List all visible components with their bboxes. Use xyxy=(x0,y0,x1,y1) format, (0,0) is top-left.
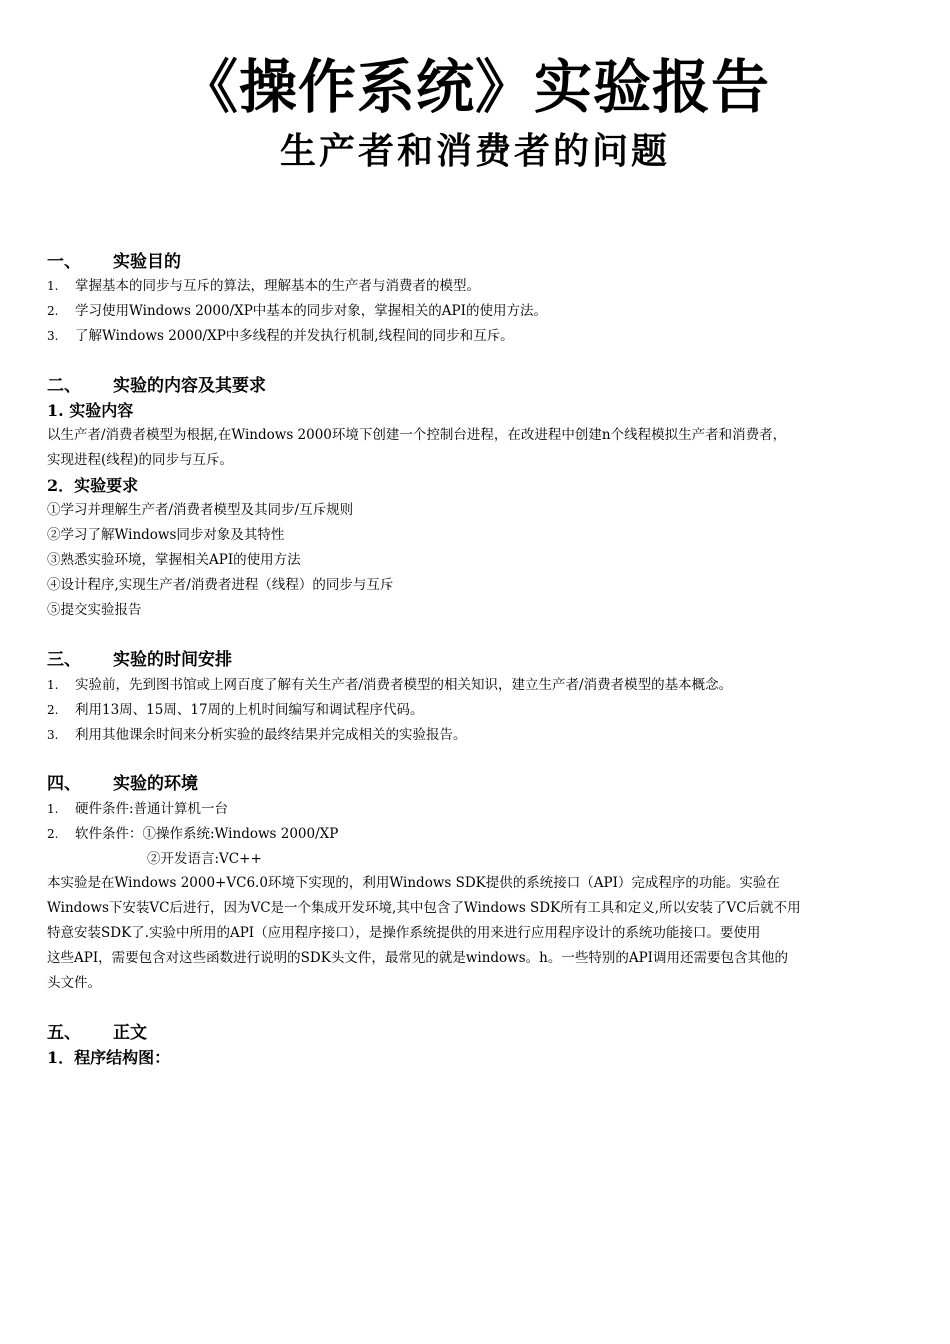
list-text: 掌握基本的同步与互斥的算法，理解基本的生产者与消费者的模型。 xyxy=(75,278,480,294)
requirement-item: ③熟悉实验环境，掌握相关API的使用方法 xyxy=(47,552,301,568)
requirement-item: ④设计程序,实现生产者/消费者进程（线程）的同步与互斥 xyxy=(47,577,394,593)
list-number: 3. xyxy=(47,329,59,343)
section-4-heading xyxy=(47,773,198,795)
section-1-heading xyxy=(47,251,181,273)
section-2-number: 二、 xyxy=(47,376,81,396)
section-5-number: 五、 xyxy=(47,1023,81,1043)
section-2-heading xyxy=(47,375,266,397)
list-item xyxy=(47,276,480,296)
section-4-title: 实验的环境 xyxy=(113,774,198,794)
list-text: 利用其他课余时间来分析实验的最终结果并完成相关的实验报告。 xyxy=(75,727,467,743)
section-3-number: 三、 xyxy=(47,650,81,670)
subsection-requirements-heading: 2．实验要求 xyxy=(47,476,139,495)
subsection-structure-heading: 1．程序结构图： xyxy=(47,1048,171,1067)
list-text: 实验前，先到图书馆或上网百度了解有关生产者/消费者模型的相关知识，建立生产者/消费者模型的基本概念。 xyxy=(75,677,733,693)
section-3-title: 实验的时间安排 xyxy=(113,650,232,670)
list-item xyxy=(47,799,228,819)
environment-paragraph xyxy=(47,871,907,996)
section-5-title: 正文 xyxy=(113,1023,147,1043)
list-text: 学习使用Windows 2000/XP中基本的同步对象，掌握相关的API的使用方法。 xyxy=(75,303,547,319)
paragraph-line: Windows下安装VC后进行，因为VC是一个集成开发环境,其中包含了Windows SDK所有工具和定义,所以安装了VC后就不用 xyxy=(47,900,801,916)
list-item xyxy=(47,301,547,321)
dev-language: ②开发语言:VC++ xyxy=(147,851,262,867)
paragraph-line: 这些API，需要包含对这些函数进行说明的SDK头文件，最常见的就是windows。h。一些特别的API调用还需要包含其他的 xyxy=(47,950,789,966)
section-1-number: 一、 xyxy=(47,252,81,272)
paragraph-line: 本实验是在Windows 2000+VC6.0环境下实现的，利用Windows SDK提供的系统接口（API）完成程序的功能。实验在 xyxy=(47,875,780,891)
hardware-condition: 硬件条件:普通计算机一台 xyxy=(75,801,229,817)
list-number: 1. xyxy=(47,678,59,692)
list-text: 利用13周、15周、17周的上机时间编写和调试程序代码。 xyxy=(75,702,424,718)
content-line: 以生产者/消费者模型为根据,在Windows 2000环境下创建一个控制台进程，在改进程中创建n个线程模拟生产者和消费者， xyxy=(47,427,787,443)
list-item xyxy=(47,326,514,346)
section-1-title: 实验目的 xyxy=(113,252,181,272)
list-item xyxy=(47,824,338,844)
report-title: 《操作系统》实验报告 xyxy=(179,53,770,121)
requirement-item: ①学习并理解生产者/消费者模型及其同步/互斥规则 xyxy=(47,502,354,518)
paragraph-line: 头文件。 xyxy=(47,975,101,991)
list-number: 2. xyxy=(47,304,59,318)
list-item xyxy=(47,675,732,695)
requirement-item: ②学习了解Windows同步对象及其特性 xyxy=(47,527,285,543)
list-number: 3. xyxy=(47,728,59,742)
paragraph-line: 特意安装SDK了.实验中所用的API（应用程序接口），是操作系统提供的用来进行应用程序设计的系统功能接口。要使用 xyxy=(47,925,761,941)
list-number: 2. xyxy=(47,703,59,717)
content-line: 实现进程(线程)的同步与互斥。 xyxy=(47,452,234,468)
list-text: 了解Windows 2000/XP中多线程的并发执行机制,线程间的同步和互斥。 xyxy=(75,328,514,344)
list-number: 1. xyxy=(47,802,59,816)
list-number: 1. xyxy=(47,279,59,293)
section-2-title: 实验的内容及其要求 xyxy=(113,376,266,396)
list-item xyxy=(47,725,467,745)
section-4-number: 四、 xyxy=(47,774,81,794)
subsection-content-heading: 1. 实验内容 xyxy=(47,401,134,420)
software-condition: 软件条件：①操作系统:Windows 2000/XP xyxy=(75,826,339,842)
requirement-item: ⑤提交实验报告 xyxy=(47,602,142,618)
list-item xyxy=(47,700,424,720)
section-3-heading xyxy=(47,649,232,671)
section-5-heading xyxy=(47,1022,147,1044)
list-number: 2. xyxy=(47,827,59,841)
report-subtitle: 生产者和消费者的问题 xyxy=(279,130,670,172)
